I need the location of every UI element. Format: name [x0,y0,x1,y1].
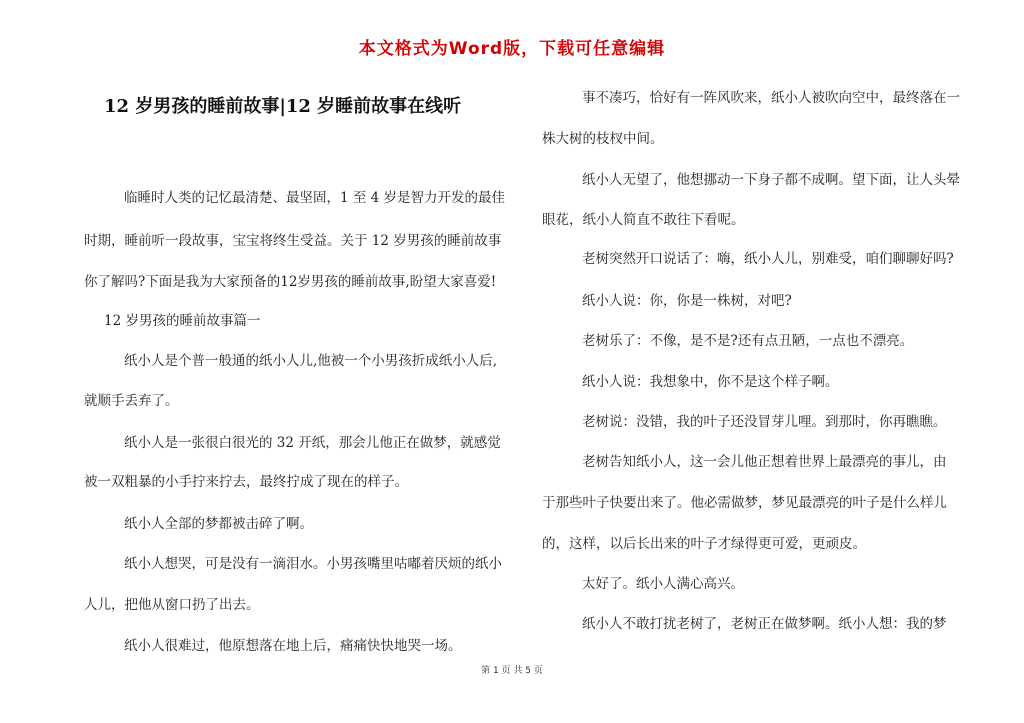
paragraph-line: 被一双粗暴的小手拧来拧去，最终拧成了现在的样子。 [84,474,408,490]
paragraph-line: 纸小人无望了，他想挪动一下身子都不成啊。望下面，让人头晕 [582,172,960,188]
paragraph-line: 眼花，纸小人简直不敢往下看呢。 [542,212,745,228]
paragraph-line: 时期，睡前听一段故事，宝宝将终生受益。关于 12 岁男孩的睡前故事 [84,233,502,249]
paragraph-line: 老树突然开口说话了：嗨，纸小人儿，别难受，咱们聊聊好吗? [582,251,954,267]
paragraph-line: 株大树的枝杈中间。 [542,131,664,147]
paragraph-line: 太好了。纸小人满心高兴。 [582,576,744,592]
right-column [512,0,1024,723]
paragraph-line: 于那些叶子快要出来了。他必需做梦，梦见最漂亮的叶子是什么样儿 [542,495,947,511]
download-banner: 本文格式为Word版，下载可任意编辑 [358,39,666,59]
paragraph-line: 老树告知纸小人，这一会儿他正想着世界上最漂亮的事儿，由 [582,454,947,470]
article-title: 12 岁男孩的睡前故事|12 岁睡前故事在线听 [104,96,462,117]
paragraph-line: 你了解吗?下面是我为大家预备的12岁男孩的睡前故事,盼望大家喜爱! [84,274,497,290]
paragraph-line: 人儿，把他从窗口扔了出去。 [84,597,260,613]
paragraph-line: 纸小人全部的梦都被击碎了啊。 [124,516,313,532]
paragraph-line: 纸小人想哭，可是没有一滴泪水。小男孩嘴里咕嘟着厌烦的纸小 [124,556,502,572]
paragraph-line: 事不凑巧，恰好有一阵风吹来，纸小人被吹向空中，最终落在一 [582,90,960,106]
paragraph-line: 纸小人很难过，他原想落在地上后，痛痛快快地哭一场。 [124,638,462,654]
paragraph-line: 就顺手丢弃了。 [84,393,179,409]
section-heading: 12 岁男孩的睡前故事篇一 [104,313,261,329]
paragraph-line: 纸小人是个普一般通的纸小人儿,他被一个小男孩折成纸小人后, [124,353,498,369]
paragraph-line: 纸小人说：你，你是一株树，对吧? [582,293,792,309]
page-number: 第 1 页 共 5 页 [481,666,543,676]
paragraph-line: 老树乐了：不像，是不是?还有点丑陋，一点也不漂亮。 [582,333,914,349]
paragraph-line: 的，这样，以后长出来的叶子才绿得更可爱，更顽皮。 [542,536,866,552]
paragraph-line: 老树说：没错，我的叶子还没冒芽儿哩。到那时，你再瞧瞧。 [582,414,947,430]
paragraph-line: 纸小人是一张很白很光的 32 开纸，那会儿他正在做梦，就感觉 [124,435,501,451]
paragraph-line: 临睡时人类的记忆最清楚、最坚固，1 至 4 岁是智力开发的最佳 [124,190,506,206]
paragraph-line: 纸小人不敢打扰老树了，老树正在做梦啊。纸小人想：我的梦 [582,616,947,632]
paragraph-line: 纸小人说：我想象中，你不是这个样子啊。 [582,374,839,390]
